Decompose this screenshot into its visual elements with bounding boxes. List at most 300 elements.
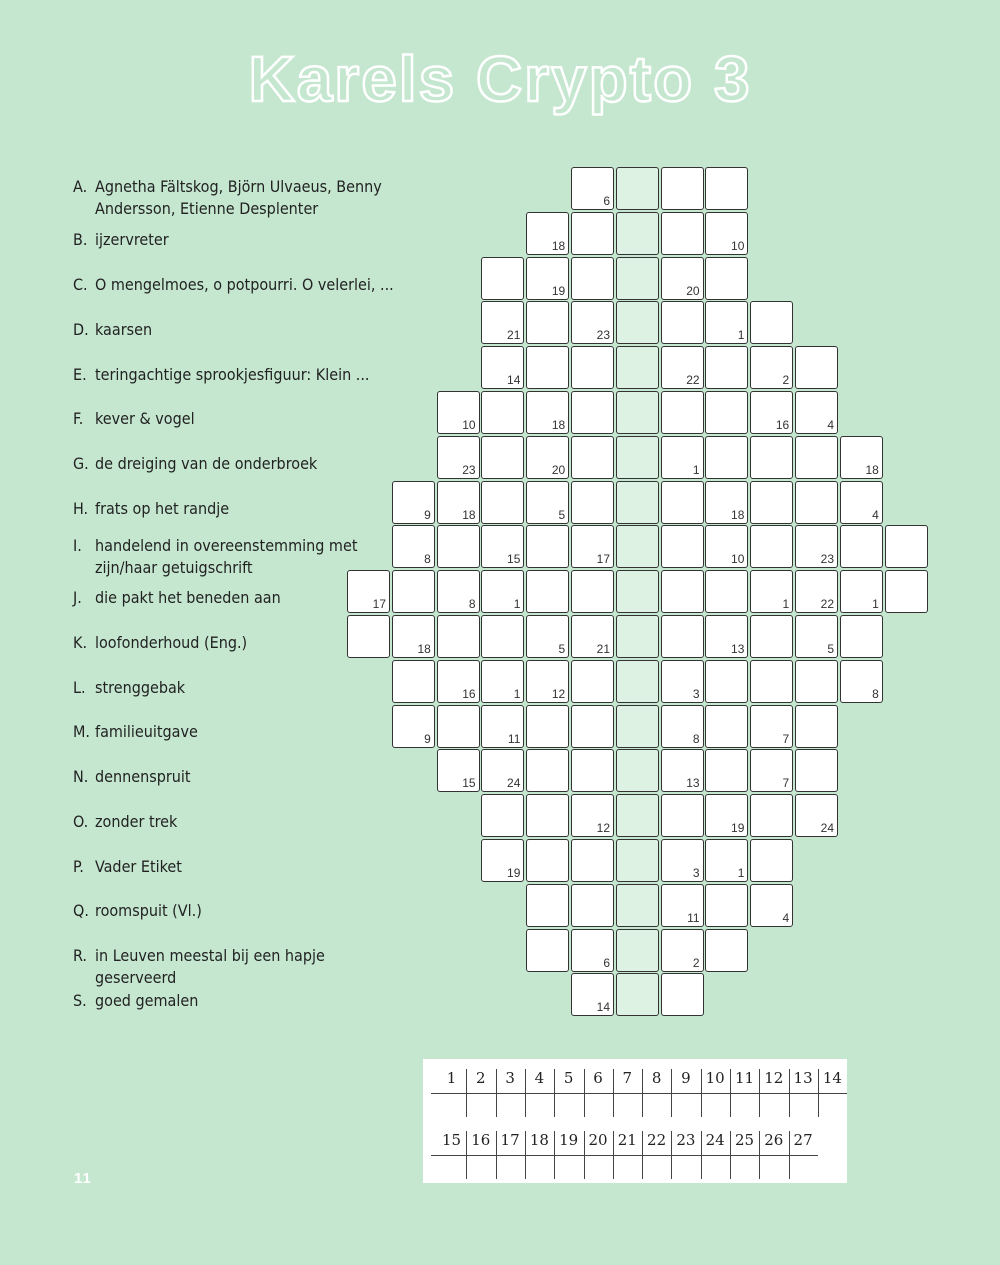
grid-cell[interactable] xyxy=(616,481,659,524)
answer-slot-number: 22 xyxy=(647,1131,667,1149)
clue-text: frats op het randje xyxy=(95,499,230,518)
grid-cell[interactable] xyxy=(750,436,793,479)
answer-slot-number: 27 xyxy=(793,1131,813,1149)
clue-text: familieuitgave xyxy=(95,722,198,741)
grid-cell[interactable] xyxy=(616,436,659,479)
grid-cell[interactable] xyxy=(661,884,704,927)
grid-cell[interactable] xyxy=(571,257,614,300)
grid-cell[interactable] xyxy=(795,570,838,613)
grid-cell[interactable] xyxy=(661,301,704,344)
page-number: 11 xyxy=(74,1170,92,1187)
grid-cell[interactable] xyxy=(437,436,480,479)
cell-number: 3 xyxy=(692,686,700,701)
grid-cell[interactable] xyxy=(481,525,524,568)
answer-slot[interactable] xyxy=(671,1121,700,1181)
grid-cell[interactable] xyxy=(392,705,435,748)
clue-letter: G. xyxy=(73,454,89,473)
grid-cell[interactable] xyxy=(481,570,524,613)
answer-slot-number: 4 xyxy=(534,1069,545,1087)
grid-cell[interactable] xyxy=(750,839,793,882)
cell-number: 18 xyxy=(551,238,566,253)
cell-number: 11 xyxy=(507,731,521,746)
clue-text: loofonderhoud (Eng.) xyxy=(95,633,248,652)
grid-cell[interactable] xyxy=(481,705,524,748)
grid-cell[interactable] xyxy=(437,615,480,658)
cell-number: 1 xyxy=(513,686,521,701)
grid-cell[interactable] xyxy=(526,839,569,882)
answer-slot-number: 10 xyxy=(705,1069,725,1087)
cell-number: 11 xyxy=(687,910,700,925)
grid-cell[interactable] xyxy=(616,660,659,703)
cell-number: 18 xyxy=(865,462,879,477)
grid-cell[interactable] xyxy=(526,346,569,389)
grid-cell[interactable] xyxy=(750,884,793,927)
grid-cell[interactable] xyxy=(705,839,748,882)
grid-cell[interactable] xyxy=(481,436,524,479)
answer-slot[interactable] xyxy=(789,1121,818,1181)
grid-cell[interactable] xyxy=(481,839,524,882)
cell-number: 18 xyxy=(731,507,745,522)
grid-cell[interactable] xyxy=(571,167,614,210)
cell-number: 20 xyxy=(686,283,700,298)
grid-cell[interactable] xyxy=(750,749,793,792)
cell-number: 13 xyxy=(731,642,745,656)
answer-slot-number: 11 xyxy=(734,1069,755,1087)
grid-cell[interactable] xyxy=(526,660,569,703)
answer-slot[interactable] xyxy=(613,1121,642,1181)
grid-cell[interactable] xyxy=(661,570,704,613)
grid-cell[interactable] xyxy=(347,615,390,658)
clue-text: teringachtige sprookjesfiguur: Klein ... xyxy=(95,365,370,384)
answer-slot-number: 1 xyxy=(446,1069,457,1087)
grid-cell[interactable] xyxy=(750,660,793,703)
grid-cell[interactable] xyxy=(481,481,524,524)
grid-cell[interactable] xyxy=(616,570,659,613)
answer-row xyxy=(437,1059,847,1119)
answer-slot-number: 15 xyxy=(441,1131,462,1149)
answer-slot-number: 8 xyxy=(651,1069,662,1087)
grid-cell[interactable] xyxy=(437,391,480,434)
answer-slot-number: 13 xyxy=(793,1069,813,1087)
cell-number: 1 xyxy=(692,462,700,477)
grid-cell[interactable] xyxy=(705,660,748,703)
grid-cell[interactable] xyxy=(571,929,614,972)
grid-cell[interactable] xyxy=(661,257,704,300)
grid-cell[interactable] xyxy=(571,346,614,389)
grid-cell[interactable] xyxy=(661,705,704,748)
cell-number: 1 xyxy=(872,597,879,612)
grid-cell[interactable] xyxy=(750,391,793,434)
cell-number: 21 xyxy=(596,642,610,656)
cell-number: 19 xyxy=(551,283,566,298)
grid-cell[interactable] xyxy=(705,481,748,524)
grid-cell[interactable] xyxy=(481,749,524,792)
grid-cell[interactable] xyxy=(526,301,569,344)
cell-number: 16 xyxy=(775,418,790,432)
grid-cell[interactable] xyxy=(481,615,524,658)
answer-row xyxy=(437,1121,818,1181)
cell-number: 1 xyxy=(737,866,745,880)
grid-cell[interactable] xyxy=(616,212,659,255)
answer-slot[interactable] xyxy=(437,1059,466,1119)
grid-cell[interactable] xyxy=(571,794,614,837)
grid-cell[interactable] xyxy=(571,391,614,434)
answer-slot-number: 16 xyxy=(471,1131,491,1149)
grid-cell[interactable] xyxy=(795,660,838,703)
cell-number: 5 xyxy=(558,642,566,656)
grid-cell[interactable] xyxy=(616,794,659,837)
grid-cell[interactable] xyxy=(526,705,569,748)
cell-number: 16 xyxy=(462,686,476,701)
answer-slot[interactable] xyxy=(701,1059,730,1119)
grid-cell[interactable] xyxy=(661,525,704,568)
clue-text: O mengelmoes, o potpourri. O velerlei, ... xyxy=(95,275,394,294)
grid-cell[interactable] xyxy=(750,346,793,389)
grid-cell[interactable] xyxy=(705,929,748,972)
cell-number: 14 xyxy=(507,373,521,388)
answer-slot[interactable] xyxy=(701,1121,730,1181)
cell-number: 8 xyxy=(692,731,700,746)
answer-baseline xyxy=(431,1155,818,1156)
grid-cell[interactable] xyxy=(347,570,390,613)
grid-cell[interactable] xyxy=(571,660,614,703)
cell-number: 4 xyxy=(827,418,834,432)
cell-number: 15 xyxy=(507,552,521,567)
grid-cell[interactable] xyxy=(616,973,659,1016)
grid-cell[interactable] xyxy=(616,839,659,882)
grid-cell[interactable] xyxy=(437,525,480,568)
answer-slot-number: 26 xyxy=(764,1131,784,1149)
cell-number: 23 xyxy=(820,552,834,567)
cell-number: 10 xyxy=(731,552,745,567)
grid-cell[interactable] xyxy=(750,525,793,568)
grid-cell[interactable] xyxy=(526,794,569,837)
grid-cell[interactable] xyxy=(616,615,659,658)
grid-cell[interactable] xyxy=(661,436,704,479)
grid-cell[interactable] xyxy=(750,705,793,748)
answer-slot[interactable] xyxy=(584,1059,613,1119)
grid-cell[interactable] xyxy=(616,749,659,792)
clue-letter: H. xyxy=(73,499,89,518)
clue-letter: E. xyxy=(73,365,87,384)
answer-slot[interactable] xyxy=(730,1121,759,1181)
clue-item xyxy=(73,900,413,922)
grid-cell[interactable] xyxy=(437,481,480,524)
answer-slot[interactable] xyxy=(789,1059,818,1119)
grid-cell[interactable] xyxy=(840,660,883,703)
answer-slot-number: 21 xyxy=(617,1131,637,1149)
grid-cell[interactable] xyxy=(392,570,435,613)
answer-slot-number: 2 xyxy=(476,1069,486,1087)
cell-number: 8 xyxy=(424,552,431,567)
answer-slot-number: 18 xyxy=(529,1131,549,1149)
grid-cell[interactable] xyxy=(481,301,524,344)
grid-cell[interactable] xyxy=(481,391,524,434)
grid-cell[interactable] xyxy=(616,167,659,210)
grid-cell[interactable] xyxy=(571,705,614,748)
clue-letter: S. xyxy=(73,991,87,1010)
clue-text: goed gemalen xyxy=(95,991,199,1010)
clue-letter: D. xyxy=(73,320,89,339)
grid-cell[interactable] xyxy=(705,212,748,255)
grid-cell[interactable] xyxy=(392,481,435,524)
cell-number: 10 xyxy=(731,238,745,253)
grid-cell[interactable] xyxy=(437,749,480,792)
grid-cell[interactable] xyxy=(885,525,928,568)
clue-item xyxy=(73,677,413,699)
clue-letter: M. xyxy=(73,722,90,741)
grid-cell[interactable] xyxy=(661,660,704,703)
grid-cell[interactable] xyxy=(526,929,569,972)
grid-cell[interactable] xyxy=(437,660,480,703)
cell-number: 18 xyxy=(462,507,476,522)
answer-slot[interactable] xyxy=(525,1121,554,1181)
clue-item xyxy=(73,176,413,220)
grid-cell[interactable] xyxy=(437,705,480,748)
answer-slot[interactable] xyxy=(613,1059,642,1119)
cell-number: 1 xyxy=(737,328,745,343)
grid-cell[interactable] xyxy=(481,660,524,703)
answer-slot[interactable] xyxy=(671,1059,700,1119)
grid-cell[interactable] xyxy=(705,525,748,568)
grid-cell[interactable] xyxy=(526,525,569,568)
cell-number: 4 xyxy=(872,507,879,522)
grid-cell[interactable] xyxy=(526,481,569,524)
grid-cell[interactable] xyxy=(705,436,748,479)
answer-slot-number: 7 xyxy=(622,1069,633,1087)
grid-cell[interactable] xyxy=(571,749,614,792)
grid-cell[interactable] xyxy=(571,481,614,524)
grid-cell[interactable] xyxy=(705,570,748,613)
cell-number: 17 xyxy=(372,597,386,612)
answer-slot[interactable] xyxy=(730,1059,759,1119)
answer-slot-number: 9 xyxy=(681,1069,691,1087)
grid-cell[interactable] xyxy=(616,525,659,568)
grid-cell[interactable] xyxy=(705,391,748,434)
cell-number: 14 xyxy=(596,1000,610,1015)
clue-text: dennenspruit xyxy=(95,767,191,786)
grid-cell[interactable] xyxy=(795,749,838,792)
grid-cell[interactable] xyxy=(661,794,704,837)
clue-text: in Leuven meestal bij een hapje geserveerd xyxy=(95,946,325,987)
grid-cell[interactable] xyxy=(526,884,569,927)
grid-cell[interactable] xyxy=(705,257,748,300)
grid-cell[interactable] xyxy=(705,794,748,837)
grid-cell[interactable] xyxy=(526,436,569,479)
clue-text: zonder trek xyxy=(95,812,178,831)
answer-slot[interactable] xyxy=(759,1121,788,1181)
cell-number: 5 xyxy=(558,507,566,522)
grid-cell[interactable] xyxy=(571,212,614,255)
cell-number: 3 xyxy=(692,866,700,880)
grid-cell[interactable] xyxy=(705,615,748,658)
cell-number: 6 xyxy=(603,194,610,208)
grid-cell[interactable] xyxy=(481,346,524,389)
cell-number: 12 xyxy=(551,686,566,701)
grid-cell[interactable] xyxy=(885,570,928,613)
clue-item xyxy=(73,721,413,743)
cell-number: 24 xyxy=(820,821,834,836)
clue-letter: C. xyxy=(73,275,88,294)
clue-letter: F. xyxy=(73,409,84,428)
answer-slot[interactable] xyxy=(642,1059,671,1119)
grid-cell[interactable] xyxy=(571,525,614,568)
grid-cell[interactable] xyxy=(526,615,569,658)
clue-text: handelend in overeenstemming met zijn/haar getuigschrift xyxy=(95,536,358,577)
clue-letter: K. xyxy=(73,633,88,652)
answer-slot[interactable] xyxy=(759,1059,788,1119)
answer-slot[interactable] xyxy=(466,1121,495,1181)
grid-cell[interactable] xyxy=(705,884,748,927)
answer-slot[interactable] xyxy=(525,1059,554,1119)
grid-cell[interactable] xyxy=(705,301,748,344)
grid-cell[interactable] xyxy=(661,481,704,524)
clue-item xyxy=(73,945,413,989)
grid-cell[interactable] xyxy=(750,794,793,837)
cell-number: 8 xyxy=(468,597,476,612)
answer-slot[interactable] xyxy=(554,1121,583,1181)
grid-cell[interactable] xyxy=(481,794,524,837)
grid-cell[interactable] xyxy=(616,391,659,434)
grid-cell[interactable] xyxy=(661,749,704,792)
cell-number: 20 xyxy=(551,462,566,477)
grid-cell[interactable] xyxy=(481,257,524,300)
cell-number: 23 xyxy=(462,462,476,477)
clue-letter: L. xyxy=(73,678,86,697)
grid-cell[interactable] xyxy=(392,660,435,703)
clue-item xyxy=(73,364,413,386)
clue-item xyxy=(73,990,413,1012)
grid-cell[interactable] xyxy=(840,436,883,479)
grid-cell[interactable] xyxy=(795,525,838,568)
grid-cell[interactable] xyxy=(661,615,704,658)
cell-number: 15 xyxy=(462,776,476,791)
grid-cell[interactable] xyxy=(750,481,793,524)
clue-text: Agnetha Fältskog, Björn Ulvaeus, Benny Andersson, Etienne Desplenter xyxy=(95,177,382,218)
cell-number: 9 xyxy=(424,731,431,746)
grid-cell[interactable] xyxy=(795,794,838,837)
cell-number: 7 xyxy=(782,776,790,791)
grid-cell[interactable] xyxy=(795,436,838,479)
grid-cell[interactable] xyxy=(661,167,704,210)
grid-cell[interactable] xyxy=(616,346,659,389)
answer-slot-number: 5 xyxy=(563,1069,574,1087)
grid-cell[interactable] xyxy=(795,346,838,389)
cell-number: 6 xyxy=(603,955,610,970)
grid-cell[interactable] xyxy=(526,749,569,792)
cell-number: 17 xyxy=(596,552,610,567)
clue-letter: P. xyxy=(73,857,84,876)
grid-cell[interactable] xyxy=(616,705,659,748)
clue-letter: A. xyxy=(73,177,88,196)
grid-cell[interactable] xyxy=(616,301,659,344)
cell-number: 18 xyxy=(551,418,566,432)
answer-slot-number: 6 xyxy=(593,1069,603,1087)
clue-item xyxy=(73,811,413,833)
cell-number: 1 xyxy=(513,597,521,612)
clue-item xyxy=(73,408,413,430)
grid-cell[interactable] xyxy=(661,929,704,972)
grid-cell[interactable] xyxy=(661,212,704,255)
cell-number: 19 xyxy=(731,821,745,836)
answer-slot[interactable] xyxy=(554,1059,583,1119)
grid-cell[interactable] xyxy=(571,839,614,882)
grid-cell[interactable] xyxy=(616,884,659,927)
grid-cell[interactable] xyxy=(705,749,748,792)
grid-cell[interactable] xyxy=(750,301,793,344)
answer-slot[interactable] xyxy=(496,1121,525,1181)
grid-cell[interactable] xyxy=(571,884,614,927)
grid-cell[interactable] xyxy=(750,570,793,613)
answer-slot[interactable] xyxy=(642,1121,671,1181)
grid-cell[interactable] xyxy=(661,391,704,434)
grid-cell[interactable] xyxy=(795,481,838,524)
clue-text: kever & vogel xyxy=(95,409,195,428)
grid-cell[interactable] xyxy=(795,391,838,434)
answer-slot[interactable] xyxy=(466,1059,495,1119)
grid-cell[interactable] xyxy=(750,615,793,658)
grid-cell[interactable] xyxy=(437,570,480,613)
grid-cell[interactable] xyxy=(526,257,569,300)
answer-slot[interactable] xyxy=(818,1059,847,1119)
clue-item xyxy=(73,319,413,341)
grid-cell[interactable] xyxy=(616,257,659,300)
grid-cell[interactable] xyxy=(571,615,614,658)
answer-slot-number: 12 xyxy=(764,1069,784,1087)
cell-number: 10 xyxy=(462,418,476,432)
grid-cell[interactable] xyxy=(616,929,659,972)
grid-cell[interactable] xyxy=(795,615,838,658)
grid-cell[interactable] xyxy=(526,570,569,613)
clue-letter: O. xyxy=(73,812,89,831)
grid-cell[interactable] xyxy=(661,346,704,389)
answer-slot[interactable] xyxy=(496,1059,525,1119)
grid-cell[interactable] xyxy=(571,436,614,479)
grid-cell[interactable] xyxy=(526,212,569,255)
clue-text: Vader Etiket xyxy=(95,857,182,876)
grid-cell[interactable] xyxy=(705,167,748,210)
answer-slot[interactable] xyxy=(584,1121,613,1181)
cell-number: 22 xyxy=(686,373,700,388)
grid-cell[interactable] xyxy=(571,973,614,1016)
grid-cell[interactable] xyxy=(661,973,704,1016)
cell-number: 2 xyxy=(782,373,790,388)
grid-cell[interactable] xyxy=(705,705,748,748)
grid-cell[interactable] xyxy=(840,570,883,613)
grid-cell[interactable] xyxy=(795,705,838,748)
clue-item xyxy=(73,453,413,475)
clue-text: de dreiging van de onderbroek xyxy=(95,454,318,473)
grid-cell[interactable] xyxy=(392,525,435,568)
grid-cell[interactable] xyxy=(571,301,614,344)
grid-cell[interactable] xyxy=(571,570,614,613)
clue-item xyxy=(73,274,413,296)
puzzle-title: Karels Crypto 3 xyxy=(248,43,752,115)
cell-number: 24 xyxy=(507,776,521,791)
grid-cell[interactable] xyxy=(526,391,569,434)
grid-cell[interactable] xyxy=(840,525,883,568)
clue-item xyxy=(73,766,413,788)
clue-letter: R. xyxy=(73,946,87,965)
clue-text: ijzervreter xyxy=(95,230,169,249)
grid-cell[interactable] xyxy=(705,346,748,389)
answer-slot[interactable] xyxy=(437,1121,466,1181)
grid-cell[interactable] xyxy=(840,481,883,524)
grid-cell[interactable] xyxy=(392,615,435,658)
cell-number: 12 xyxy=(596,821,610,836)
grid-cell[interactable] xyxy=(840,615,883,658)
grid-cell[interactable] xyxy=(661,839,704,882)
